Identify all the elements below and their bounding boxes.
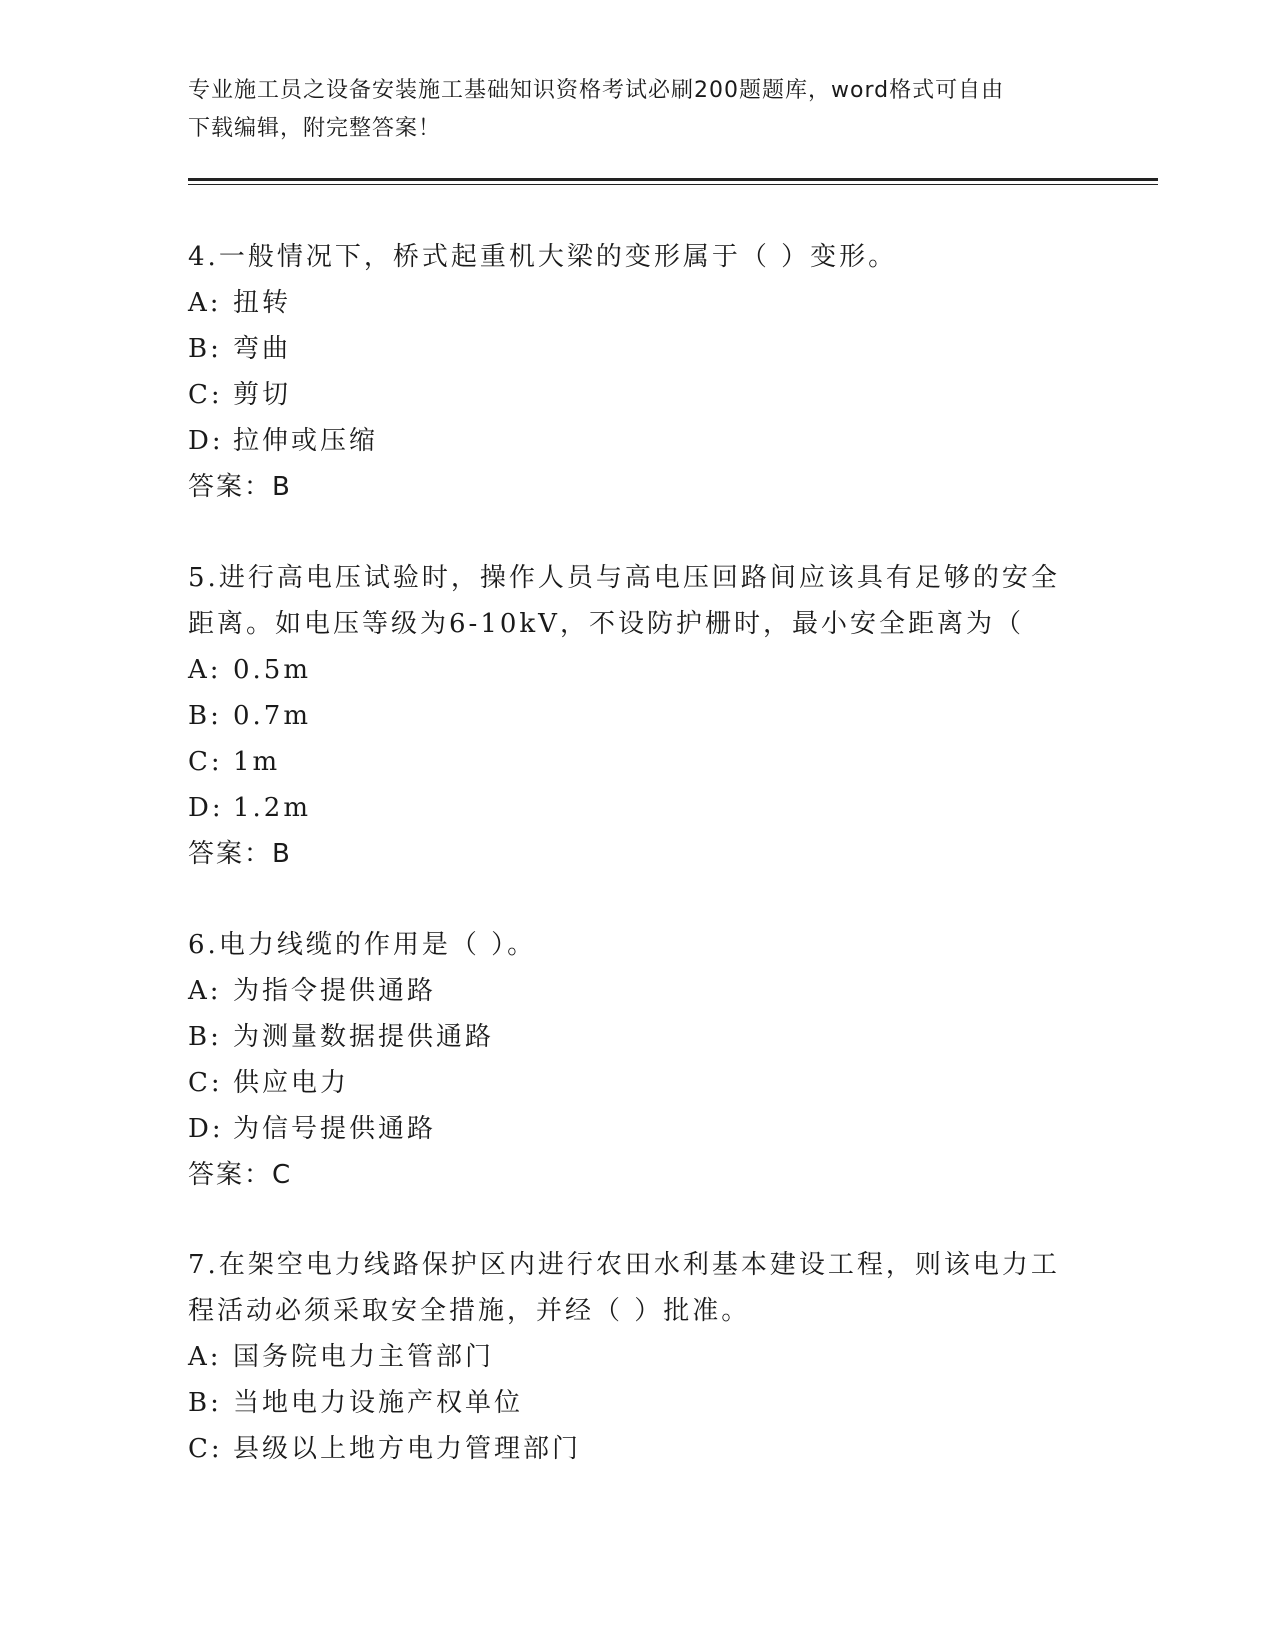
option-text: 弯曲 xyxy=(233,334,292,364)
header-line-2: 下载编辑，附完整答案！ xyxy=(188,116,442,141)
option-key: A: xyxy=(188,976,222,1006)
option-a xyxy=(188,647,1088,693)
option-text: 拉伸或压缩 xyxy=(233,426,379,456)
option-d xyxy=(188,418,1088,464)
option-text: 剪切 xyxy=(233,380,292,410)
option-text: 供应电力 xyxy=(233,1068,350,1098)
question-text xyxy=(188,234,1088,280)
question-text-continued: 程活动必须采取安全措施，并经（ ）批准。 xyxy=(188,1296,751,1326)
question-number: 6. xyxy=(188,930,219,960)
option-b xyxy=(188,693,1088,739)
option-text: 当地电力设施产权单位 xyxy=(233,1388,524,1418)
answer: 答案：C xyxy=(188,1160,293,1190)
document-header xyxy=(188,72,1068,148)
option-key: C: xyxy=(188,1068,223,1098)
option-text: 县级以上地方电力管理部门 xyxy=(233,1434,582,1464)
question-line: 在架空电力线路保护区内进行农田水利基本建设工程，则该电力工 xyxy=(218,1250,1060,1280)
option-b xyxy=(188,1014,1088,1060)
question-number: 4. xyxy=(188,242,219,272)
answer: 答案：B xyxy=(188,472,292,502)
option-a xyxy=(188,1334,1088,1380)
question-line: 一般情况下，桥式起重机大梁的变形属于（ ）变形。 xyxy=(218,242,898,272)
question-text-continued: 距离。如电压等级为6-10kV，不设防护栅时，最小安全距离为（ xyxy=(188,609,1024,639)
question-number: 7. xyxy=(188,1250,219,1280)
header-rule-thick xyxy=(188,178,1158,181)
option-text: 1.2m xyxy=(233,793,312,823)
option-d xyxy=(188,1106,1088,1152)
question-line: 电力线缆的作用是（ ）。 xyxy=(218,930,537,960)
header-line-1: 专业施工员之设备安装施工基础知识资格考试必刷200题题库，word格式可自由 xyxy=(188,78,1005,103)
option-text: 0.5m xyxy=(233,655,312,685)
option-key: C: xyxy=(188,1434,223,1464)
option-key: D: xyxy=(188,426,224,456)
question-4 xyxy=(188,234,1088,510)
option-text: 国务院电力主管部门 xyxy=(233,1342,495,1372)
option-c xyxy=(188,1426,1088,1472)
option-key: B: xyxy=(188,334,222,364)
option-text: 扭转 xyxy=(233,288,292,318)
option-key: A: xyxy=(188,288,222,318)
option-a xyxy=(188,280,1088,326)
option-key: D: xyxy=(188,793,224,823)
question-text xyxy=(188,555,1088,601)
option-b xyxy=(188,326,1088,372)
question-text xyxy=(188,922,1088,968)
option-text: 1m xyxy=(233,747,281,777)
option-text: 为信号提供通路 xyxy=(233,1114,437,1144)
question-number: 5. xyxy=(188,563,219,593)
option-text: 0.7m xyxy=(233,701,312,731)
option-key: C: xyxy=(188,380,223,410)
header-rule-thin xyxy=(188,184,1158,185)
option-key: B: xyxy=(188,701,222,731)
option-text: 为指令提供通路 xyxy=(233,976,437,1006)
option-key: A: xyxy=(188,655,222,685)
option-key: A: xyxy=(188,1342,222,1372)
option-b xyxy=(188,1380,1088,1426)
question-text xyxy=(188,1242,1088,1288)
option-key: B: xyxy=(188,1388,222,1418)
option-text: 为测量数据提供通路 xyxy=(233,1022,495,1052)
answer: 答案：B xyxy=(188,839,292,869)
option-key: D: xyxy=(188,1114,224,1144)
question-6 xyxy=(188,922,1088,1198)
option-a xyxy=(188,968,1088,1014)
question-7 xyxy=(188,1242,1088,1472)
question-line: 进行高电压试验时，操作人员与高电压回路间应该具有足够的安全 xyxy=(218,563,1060,593)
option-key: C: xyxy=(188,747,223,777)
option-c xyxy=(188,1060,1088,1106)
option-c xyxy=(188,739,1088,785)
question-5 xyxy=(188,555,1088,877)
option-d xyxy=(188,785,1088,831)
option-c xyxy=(188,372,1088,418)
option-key: B: xyxy=(188,1022,222,1052)
